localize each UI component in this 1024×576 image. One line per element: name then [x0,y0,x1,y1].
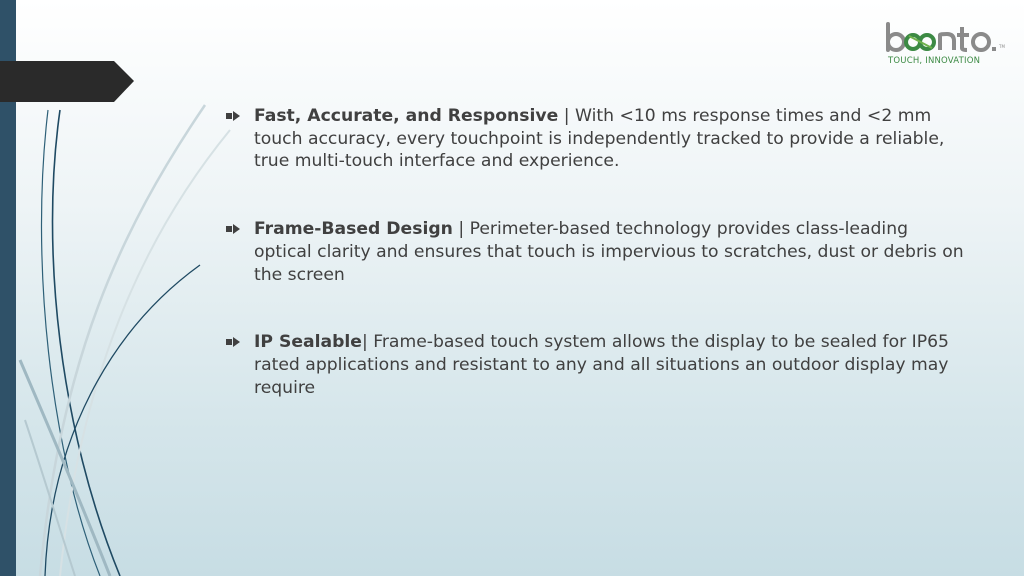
feature-bullet-list [226,105,966,399]
bullet-separator: | [452,219,470,240]
company-logo [882,22,1004,68]
bullet-text: With <10 ms response times and <2 mm touch accuracy, every touchpoint is independently tracked to provide a reliable, true multi-touch interface and experience. [254,106,945,172]
arrow-right-icon [226,337,240,347]
left-accent-bar [0,0,16,576]
bullet-separator: | [361,332,374,353]
bullet-title: Fast, Accurate, and Responsive [254,106,559,126]
bullet-item-frame-based [226,218,966,286]
logo-wordmark-graphic [882,22,1004,56]
bullet-item-fast-accurate [226,105,966,173]
arrow-right-icon [226,224,240,234]
logo-tagline: TOUCH, INNOVATION [888,56,981,66]
bullet-title: Frame-Based Design [254,219,453,240]
logo-trademark: TM [999,44,1005,49]
bullet-title: IP Sealable [254,332,362,353]
bullet-text: Frame-based touch system allows the display to be sealed for IP65 rated applications and resistant to any and all situations an outdoor display may require [254,332,949,398]
arrow-right-icon [226,111,240,121]
bullet-separator: | [558,106,575,126]
bullet-text: Perimeter-based technology provides class-leading optical clarity and ensures that touch is impervious to scratches, dust or debris on the screen [254,219,964,285]
bullet-item-ip-sealable [226,331,966,399]
